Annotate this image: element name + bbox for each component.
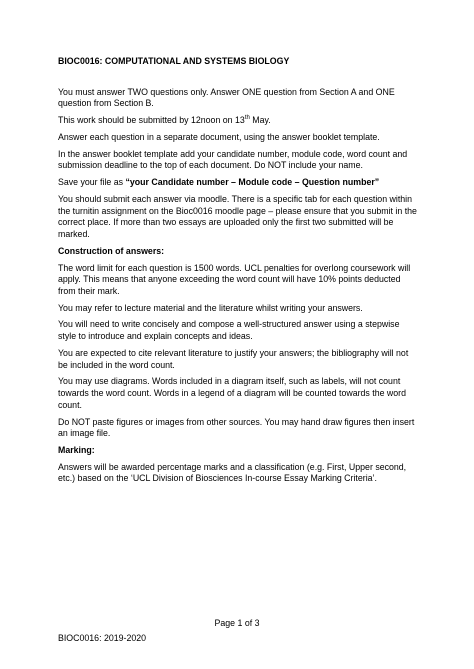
filename-format: “your Candidate number – Module code – Question number” (125, 177, 380, 188)
construction-citations: You are expected to cite relevant literature to justify your answers; the bibliography will not be included in the word count. (58, 347, 409, 370)
instruction-separate-document: Answer each question in a separate document, using the answer booklet template. (58, 131, 380, 142)
instruction-deadline: This work should be submitted by 12noon on 13th May. (58, 115, 271, 126)
marking-criteria: Answers will be awarded percentage marks and a classification (e.g. First, Upper second, etc.) based on the ‘UCL Division of Biosciences In-course Essay Marking Criteria’. (58, 461, 407, 484)
construction-diagrams: You may use diagrams. Words included in a diagram itself, such as labels, will not count towards the word count. Words in a legend of a diagram will be counted towards the word count. (58, 376, 406, 410)
document-body (58, 56, 418, 490)
document-title: BIOC0016: COMPUTATIONAL AND SYSTEMS BIOLOGY (58, 56, 290, 66)
instruction-questions: You must answer TWO questions only. Answer ONE question from Section A and ONE question from Section B. (58, 86, 395, 109)
footer-module-year: BIOC0016: 2019-2020 (58, 633, 147, 643)
page-number: Page 1 of 3 (214, 618, 260, 628)
construction-style: You will need to write concisely and compose a well-structured answer using a stepwise style to introduce and explain concepts and ideas. (58, 319, 400, 342)
construction-word-limit: The word limit for each question is 1500 words. UCL penalties for overlong coursework will apply. This means that anyone exceeding the word count will have 10% points deducted from their mark. (58, 262, 411, 296)
marking-heading: Marking: (58, 445, 95, 455)
instruction-submission: You should submit each answer via moodle. There is a specific tab for each question within the turnitin assignment on the Bioc0016 moodle page – please ensure that you submit in the correct place. If more than two essays are uploaded only the first two submitted will be marked. (58, 194, 417, 240)
instruction-filename: Save your file as “your Candidate number – Module code – Question number” (58, 177, 380, 188)
construction-figures: Do NOT paste figures or images from other sources. You may hand draw figures then insert an image file. (58, 416, 415, 439)
instruction-template: In the answer booklet template add your candidate number, module code, word count and submission deadline to the top of each document. Do NOT include your name. (58, 148, 408, 171)
construction-heading: Construction of answers: (58, 245, 165, 256)
construction-references: You may refer to lecture material and the literature whilst writing your answers. (58, 302, 363, 313)
